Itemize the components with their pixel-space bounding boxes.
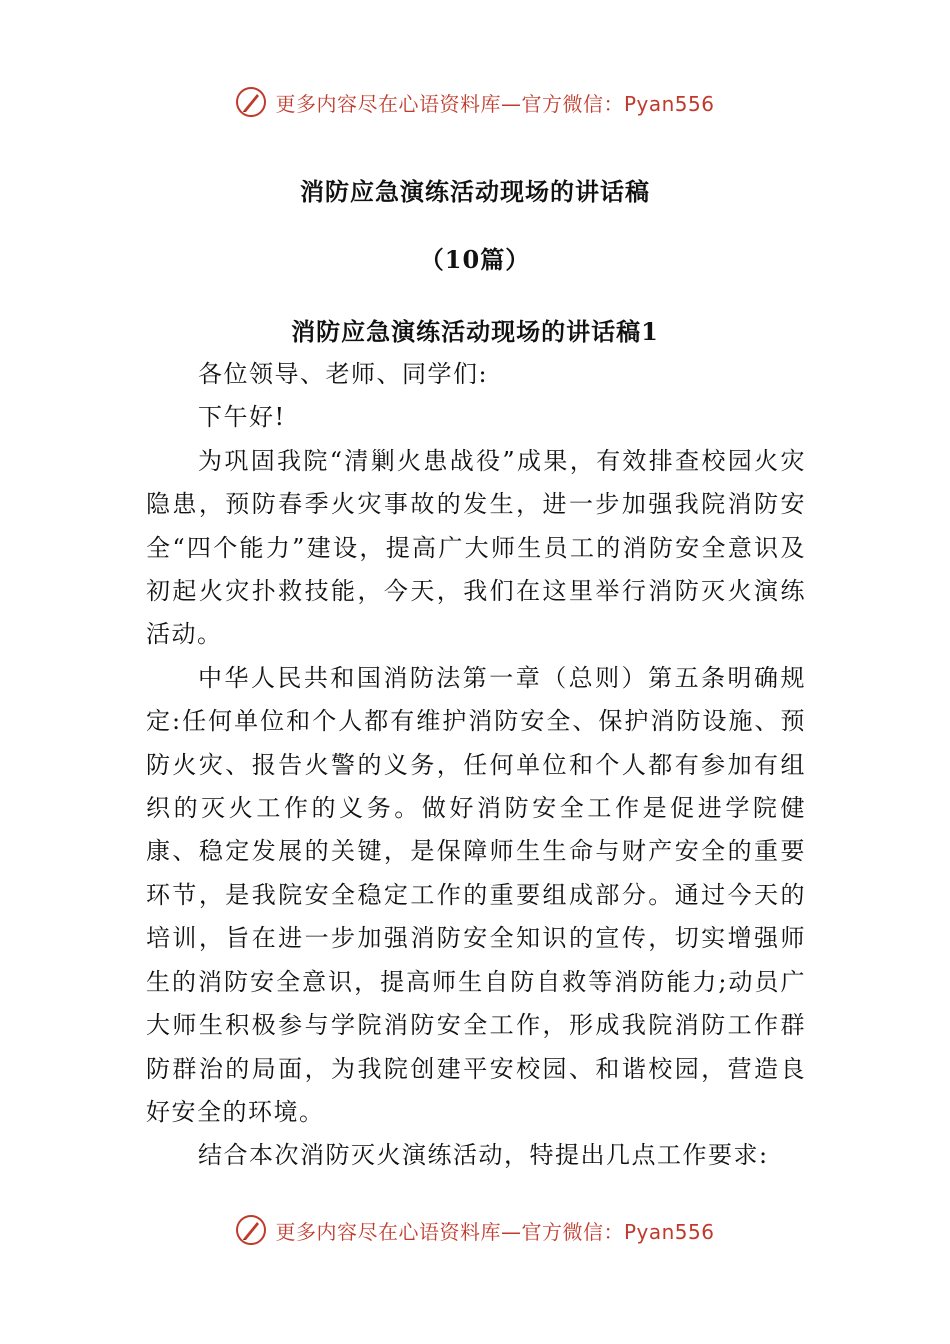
paragraph-greeting: 下午好! — [198, 403, 286, 432]
paragraph-intro: 为巩固我院“清剿火患战役”成果，有效排查校园火灾隐患，预防春季火灾事故的发生，进一步加强我院消防安全“四个能力”建设，提高广大师生员工的消防安全意识及初起火灾扑救技能，今天，我们在这里举行消防灭火演练活动。 — [146, 446, 806, 649]
document-title: 消防应急演练活动现场的讲话稿 — [300, 177, 650, 206]
document-body — [146, 353, 806, 1178]
watermark-text: 更多内容尽在心语资料库—官方微信：Pyan556 — [275, 1219, 715, 1244]
quill-pen-logo-icon — [235, 1214, 267, 1246]
header-watermark — [0, 82, 950, 122]
watermark-text: 更多内容尽在心语资料库—官方微信：Pyan556 — [275, 91, 715, 116]
document-count-label: （10篇） — [419, 245, 531, 274]
paragraph-requirements: 结合本次消防灭火演练活动，特提出几点工作要求: — [198, 1141, 769, 1170]
footer-watermark — [0, 1210, 950, 1250]
paragraph-law: 中华人民共和国消防法第一章（总则）第五条明确规定:任何单位和个人都有维护消防安全、保护消防设施、预防火灾、报告火警的义务，任何单位和个人都有参加有组织的灭火工作的义务。做好消防安全工作是促进学院健康、稳定发展的关键，是保障师生生命与财产安全的重要环节，是我院安全稳定工作的重要组成部分。通过今天的培训，旨在进一步加强消防安全知识的宣传，切实增强师生的消防安全意识，提高师生自防自救等消防能力;动员广大师生积极参与学院消防安全工作，形成我院消防工作群防群治的局面，为我院创建平安校园、和谐校园，营造良好安全的环境。 — [146, 663, 806, 1126]
quill-pen-logo-icon — [235, 86, 267, 118]
section-title: 消防应急演练活动现场的讲话稿1 — [291, 317, 659, 346]
paragraph-salutation: 各位领导、老师、同学们: — [198, 360, 489, 388]
